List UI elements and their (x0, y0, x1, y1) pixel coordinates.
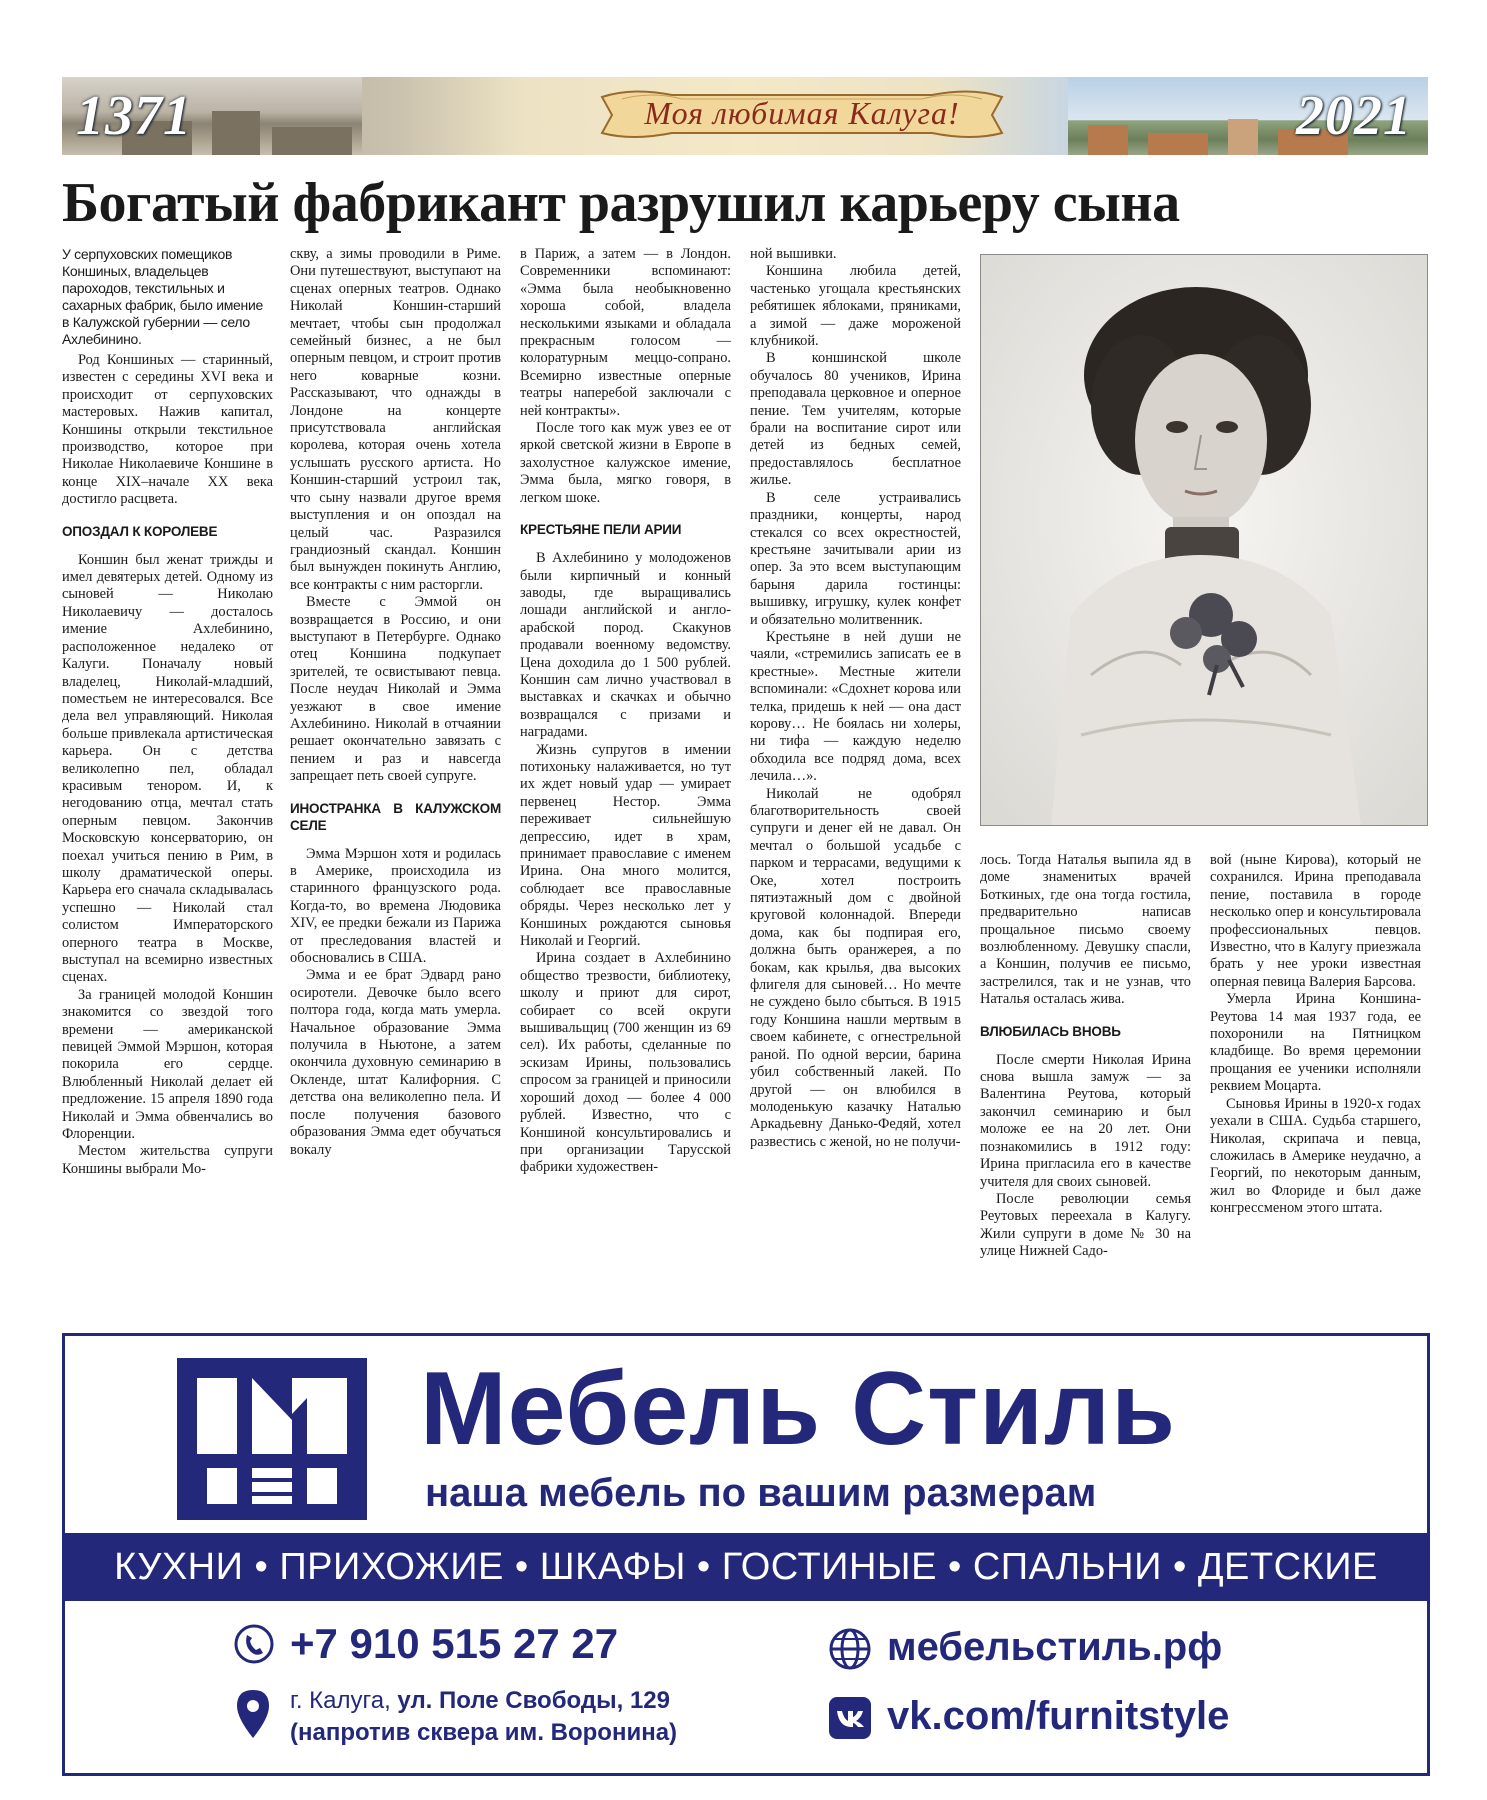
paragraph: Сыновья Ирины в 1920-х годах уехали в США. Судьба старшего, Николая, скрипача и певца, сложилась в Америке неудачно, а Георгий, по некоторым данным, жил во Флориде и был даже конгрессменом этого штата. (1210, 1095, 1421, 1217)
woman-portrait-image (981, 255, 1427, 825)
article-lead: У серпуховских помещиков Коншиных, владельцев пароходов, текстильных и сахарных фабрик, было имение в Калужской губернии — село Ахлебинино. (62, 246, 263, 347)
banner-year-founded: 1371 (76, 85, 192, 147)
paragraph: Местом жительства супруги Коншины выбрали Мо- (62, 1143, 273, 1177)
ad-address-city: г. Калуга, (290, 1687, 398, 1714)
globe-icon (828, 1627, 872, 1671)
ad-phone-number[interactable]: +7 910 515 27 27 (290, 1620, 619, 1667)
paragraph: Эмма Мэршон хотя и родилась в Америке, происходила из старинного французского рода. Когда-то, во времена Людовика XIV, ее предки бежали из Парижа от преследования властей и обосновались в США. (290, 845, 501, 967)
paragraph: Ирина создает в Ахлебинино общество трезвости, библиотеку, школу и приют для сирот, собирает со всей округи вышивальщиц (700 женщин из 69 сел). Их работы, сделанные по эскизам Ирины, пользовались спросом за границей и приносили хороший доход — более 4 000 рублей. Известно, что с Коншиной консультировались и при организации Тарусской фабрики художествен- (520, 950, 731, 1176)
ad-vk-link[interactable]: vk.com/furnitstyle (887, 1694, 1230, 1738)
header-banner (62, 77, 1428, 155)
ad-website-link[interactable]: мебельстиль.рф (887, 1625, 1223, 1669)
banner-year-current: 2021 (1296, 85, 1412, 147)
paragraph: За границей молодой Коншин знакомится со звездой того времени — американской певицей Эммой Мэршон, которая покорила его сердце. Влюбленный Николай делает ей предложение. 15 апреля 1890 года Николай и Эмма обвенчались во Флоренции. (62, 986, 273, 1143)
paragraph: Коншин был женат трижды и имел девятерых детей. Одному из сыновей — Николаю Николаевичу — досталось имение Ахлебинино, расположенное недалеко от Калуги. Поначалу новый владелец, Николай-младший, поместьем не интересовался. Все дела вел управляющий. Николая больше привлекала артистическая карьера. Он с детства великолепно пел, обладал красивым тенором. И, к негодованию отца, мечтал стать оперным певцом. Закончив Московскую консерваторию, он поехал учиться пению в Рим, в школу драматической оперы. Карьера его сначала складывалась успешно — Николай стал солистом Императорского оперного театра в Москве, выступал на всемирно известных сценах. (62, 551, 273, 986)
paragraph: Эмма и ее брат Эдвард рано осиротели. Девочке было всего полтора года, когда мать умерла. Начальное образование Эмма получила в Ньютоне, а затем окончила духовную семинарию в Окленде, штат Калифорния. С детства она великолепно пела. И после получения базового образования Эмма едет обучаться вокалу (290, 967, 501, 1158)
paragraph: ной вышивки. (750, 246, 837, 262)
ad-address (290, 1686, 670, 1716)
paragraph: В Ахлебинино у молодоженов были кирпичный и конный заводы, где выращивались лошади английской и англо-арабской пород. Скакунов продавали военному ведомству. Цена доходила до 1 500 рублей. Коншин сам лично участвовал в выставках и скачках и обычно возвращался с призами и наградами. (520, 550, 731, 741)
paragraph: В селе устраивались праздники, концерты, народ стекался со всех окрестностей, крестьяне зачитывали арии из опер. За это всем выступающим барыня дарила гостинцы: вышивку, игрушку, кулек конфет и обязательно молитвенник. (750, 489, 961, 628)
phone-icon (233, 1623, 275, 1665)
paragraph: Крестьяне в ней души не чаяли, «стремились записать ее в крестные». Местные жители вспоминали: «Сдохнет корова или телка, придешь к ней — она даст корову… Не боялась ни холеры, ни тифа — каждую неделю обходила все подряд дома, всех лечила…». (750, 628, 961, 785)
paragraph: Николай не одобрял благотворительность своей супруги и денег ей не давал. Он мечтал о большой усадьбе с парком и террасами, ведущими к Оке, хотел построить пятиэтажный дом с двойной круговой колоннадой. Впереди дома, как бы подпирая его, должна быть оранжерея, а по бокам, как крылья, два высоких флигеля для сыновей… Но мечте не суждено было сбыться. В 1915 году Коншина нашли мертвым в своем кабинете, с огнестрельной раной. По одной версии, барина убил собственный лакей. По другой — он влюбился в молоденькую казачку Наталью Аркадьевну Данько-Федяй, хотел развестись с женой, но не получи- (750, 785, 961, 1150)
ad-product-categories: КУХНИ • ПРИХОЖИЕ • ШКАФЫ • ГОСТИНЫЕ • СПАЛЬНИ • ДЕТСКИЕ (65, 1533, 1427, 1601)
paragraph: Коншина любила детей, частенько угощала крестьянских ребятишек яблоками, пряниками, а зимой — даже мороженой клубникой. (750, 263, 961, 350)
furniture-advertisement (62, 1333, 1430, 1776)
vk-icon (828, 1696, 872, 1740)
article-column-4 (750, 246, 961, 1151)
paragraph: лось. Тогда Наталья выпила яд в доме знаменитых врачей Боткиных, где она тогда гостила, предварительно написав прощальное письмо своему возлюбленному. Девушку спасли, а Коншин, получив ее письмо, застрелился, так и не узнав, что Наталья осталась жива. (980, 852, 1191, 1008)
article-column-6 (1210, 852, 1421, 1218)
paragraph: После смерти Николая Ирина снова вышла замуж — за Валентина Реутова, который закончил семинарию и был моложе ее на 20 лет. Они познакомились в 1912 году: Ирина пригласила его в качестве учителя для своих сыновей. (980, 1051, 1191, 1190)
article-column-2 (290, 246, 501, 1159)
paragraph: скву, а зимы проводили в Риме. Они путешествуют, выступают на сценах оперных театров. Однако Николай Коншин-старший мечтает, чтобы сын продолжал семейный бизнес, а не был оперным певцом, и строит против него коварные козни. Рассказывают, что однажды в Лондоне на концерте присутствовала английская королева, которая очень хотела услышать русского артиста. Но Коншин-старший устроил так, что сыну назвали другое время выступления и он опоздал на целый час. Разразился грандиозный скандал. Коншин был вынужден покинуть Англию, все контракты с ним расторгли. (290, 246, 501, 593)
subheading-1: ОПОЗДАЛ К КОРОЛЕВЕ (62, 523, 218, 539)
paragraph: в Париж, а затем — в Лондон. Современники вспоминают: «Эмма была необыкновенно хороша собой, владела несколькими языками и обладала прекрасным голосом — колоратурным меццо-сопрано. Всемирно известные оперные театры наперебой заключали с ней контракты». (520, 246, 731, 419)
article-column-5 (980, 852, 1191, 1261)
wardrobe-logo-icon (177, 1358, 367, 1520)
article-column-3 (520, 246, 731, 1177)
portrait-photo (980, 254, 1428, 826)
paragraph: После того как муж увез ее от яркой светской жизни в Европе в захолустное калужское имение, Эмма была, мягко говоря, в легком шоке. (520, 420, 731, 506)
paragraph: Жизнь супругов в имении потихоньку налаживается, но тут их ждет новый удар — умирает первенец Нестор. Эмма переживает сильнейшую депрессию, идет в храм, принимает православие с именем Ирина. Она много молится, соблюдает все православные обряды. Через несколько лет у Коншиных рождаются сыновья Николай и Георгий. (520, 741, 731, 950)
paragraph: Вместе с Эммой он возвращается в Россию, и они выступают в Петербурге. Однако отец Коншина подкупает зрителей, те освистывают певца. После неудач Николай и Эмма уезжают в свое имение Ахлебинино. Николай в отчаянии решает окончательно завязать с пением и раз и навсегда запрещает петь своей супруге. (290, 594, 501, 785)
ad-slogan: наша мебель по вашим размерам (425, 1471, 1097, 1515)
banner-ribbon-title: Моя любимая Калуга! (644, 95, 960, 131)
article-headline: Богатый фабрикант разрушил карьеру сына (62, 172, 1180, 234)
ad-address-note: (напротив сквера им. Воронина) (290, 1719, 678, 1746)
subheading-5: ВЛЮБИЛАСЬ ВНОВЬ (980, 1023, 1121, 1039)
paragraph: Умерла Ирина Коншина-Реутова 14 мая 1937 года, ее похоронили на Пятницком кладбище. Во время церемонии прощания ее ученики исполняли реквием Моцарта. (1210, 991, 1421, 1095)
article-column-1 (62, 246, 273, 1178)
map-pin-icon (235, 1688, 271, 1740)
paragraph: После революции семья Реутовых переехала в Калугу. Жили супруги в доме № 30 на улице Нижней Садо- (980, 1190, 1191, 1260)
paragraph: В коншинской школе обучалось 80 учеников, Ирина преподавала церковное и оперное пение. Тем учителям, которые брали на воспитание сирот или детей из бедных семей, предоставлялось бесплатное жилье. (750, 350, 961, 489)
paragraph: Род Коншиных — старинный, известен с середины XVI века и происходит от серпуховских мастеровых. Нажив капитал, Коншины открыли текстильное производство, которое при Николае Николаевиче Коншине в конце XIX–начале XX века достигло расцвета. (62, 352, 273, 508)
paragraph: вой (ныне Кирова), который не сохранился. Ирина преподавала пение, поставила в городе несколько опер и консультировала профессиональных певцов. Известно, что в Калугу приезжала брать у нее уроки известная оперная певица Валерия Барсова. (1210, 852, 1421, 990)
ad-address-street: ул. Поле Свободы, 129 (397, 1687, 670, 1714)
ad-brand-name: Мебель Стиль (420, 1351, 1177, 1467)
subheading-2: ИНОСТРАНКА В КАЛУЖСКОМ СЕЛЕ (290, 800, 501, 833)
subheading-3: КРЕСТЬЯНЕ ПЕЛИ АРИИ (520, 522, 682, 538)
